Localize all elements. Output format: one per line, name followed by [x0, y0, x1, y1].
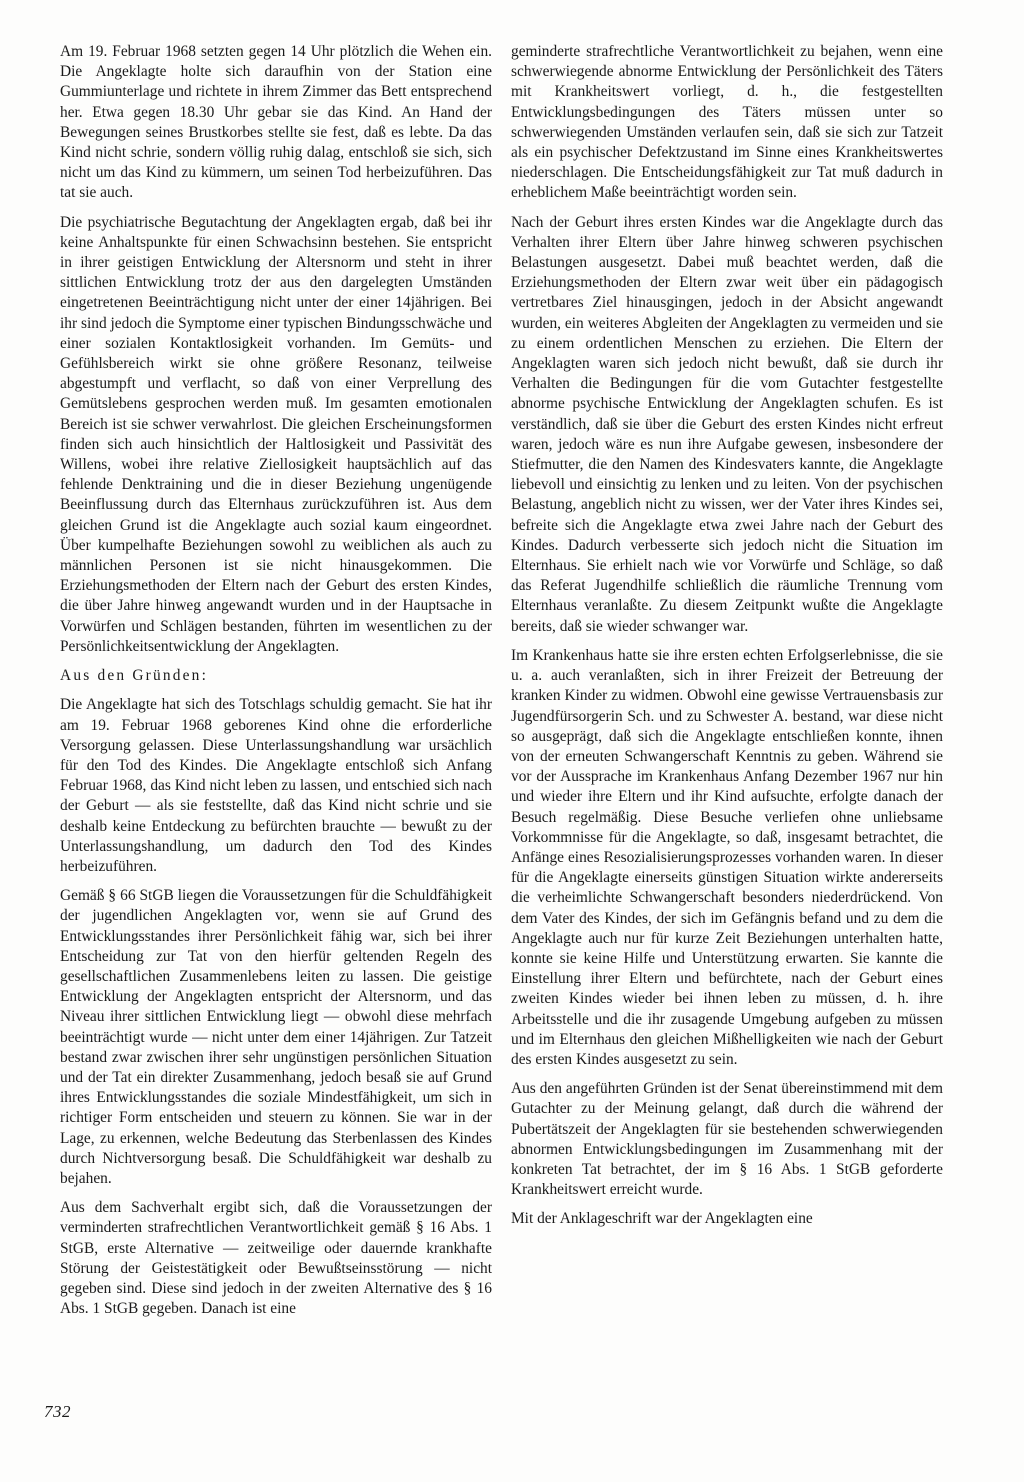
paragraph-reduced-liability: geminderte strafrechtliche Verantwortlichkeit zu bejahen, wenn eine schwerwiegende abnorme Entwicklung der Persönlichkeit des Täters mit Krankheitswert vorliegt, d. h., die festgestellten Entwicklungsbedingungen des Täters müssen unter so schwerwiegenden Umständen verlaufen sein, daß sie sich zur Tatzeit als ein psychischer Defektzustand im Sinne eines Krankheitswertes niederschlagen. Die Entscheidungsfähigkeit zur Tat muß dadurch in erheblichem Maße beeinträchtigt worden sein. — [511, 43, 943, 202]
paragraph-psychiatric-assessment: Die psychiatrische Begutachtung der Angeklagten ergab, daß bei ihr keine Anhaltspunkte für einen Schwachsinn bestehen. Sie entspricht in ihrer geistigen Entwicklung der Altersnorm und steht in ihrer sittlichen Entwicklung trotz der aus den dargelegten Umständen eingetretenen Beeinträchtigung nicht unter der einer 14jährigen. Bei ihr sind jedoch die Symptome einer typischen Bindungsschwäche und einer sozialen Kontaktlosigkeit vorhanden. Im Gemüts- und Gefühlsbereich wirkt sie ohne größere Resonanz, teilweise abgestumpft und verflacht, so daß von einer Verprellung des Gemütslebens gesprochen werden muß. Im gesamten emotionalen Bereich ist sie schwer verwahrlost. Die gleichen Erscheinungsformen finden sich auch hinsichtlich der Haltlosigkeit und Passivität des Willens, wobei ihre relative Ziellosigkeit hauptsächlich auf das fehlende Denktraining und die in dieser Beziehung ungenügende Beeinflussung durch das Elternhaus zurückzuführen ist. Aus dem gleichen Grund ist die Angeklagte auch sozial kaum eingeordnet. Über kumpelhafte Beziehungen sowohl zu weiblichen als auch zu männlichen Personen ist sie nicht hinausgekommen. Die Erziehungsmethoden der Eltern nach der Geburt des ersten Kindes, die über Jahre hinweg angewandt wurden und in der Hauptsache in Vorwürfen und Schlägen bestanden, führten im wesentlichen zu der Persönlichkeitsentwicklung der Angeklagten. — [60, 213, 492, 655]
paragraph-parental-pressure: Nach der Geburt ihres ersten Kindes war die Angeklagte durch das Verhalten ihrer Eltern über Jahre hinweg schweren psychischen Belastungen ausgesetzt. Dabei muß beachtet werden, daß die Erziehungsmethoden der Eltern zwar weit über ein pädagogisch vertretbares Ziel hinausgingen, jedoch in der Absicht angewandt wurden, ein weiteres Abgleiten der Angeklagten zu vermeiden und sie zu einem ordentlichen Menschen zu erziehen. Die Eltern der Angeklagten waren sich jedoch nicht bewußt, daß sie durch ihr Verhalten die Bedingungen für die vom Gutachter festgestellte abnorme psychische Entwicklung der Angeklagten schufen. Es ist verständlich, daß sie über die Geburt des ersten Kindes nicht erfreut waren, jedoch wäre es nun ihre Aufgabe gewesen, insbesondere der Stiefmutter, die den Namen des Kindesvaters kannte, die Angeklagte liebevoll und einsichtig zu lenken und zu leiten. Von der psychischen Belastung, angeblich nicht zu wissen, wer der Vater ihres Kindes sei, befreite sich die Angeklagte etwa zwei Jahre nach der Geburt des Kindes. Dadurch verbesserte sich jedoch nicht die Situation im Elternhaus. Sie erhielt nach wie vor Vorwürfe und Schläge, so daß das Referat Jugendhilfe schließlich die räumliche Trennung vom Elternhaus veranlaßte. Zu diesem Zeitpunkt wußte die Angeklagte bereits, daß sie wieder schwanger war. — [511, 213, 943, 635]
paragraph-culpability: Gemäß § 66 StGB liegen die Voraussetzungen für die Schuldfähigkeit der jugendlichen Angeklagten vor, wenn sie auf Grund des Entwicklungsstandes ihrer Persönlichkeit fähig war, sich bei ihrer Entscheidung zur Tat von den hierfür geltenden Regeln des gesellschaftlichen Zusammenlebens leiten zu lassen. Die geistige Entwicklung der Angeklagten entspricht der Altersnorm, und das Niveau ihrer sittlichen Entwicklung liegt — obwohl diese mehrfach beeinträchtigt wurde — nicht unter dem einer 14jährigen. Zur Tatzeit bestand zwar zwischen ihrer sehr ungünstigen persönlichen Situation und der Tat ein direkter Zusammenhang, jedoch besaß sie auf Grund ihres Entwicklungsstandes die soziale Mindestfähigkeit, um sich in richtiger Form entscheiden und steuern zu können. Sie war in der Lage, zu erkennen, welche Bedeutung das Sterbenlassen des Kindes durch Nichtversorgung besaß. Die Schuldfähigkeit war deshalb zu bejahen. — [60, 887, 492, 1187]
paragraph-indictment: Mit der Anklageschrift war der Angeklagten eine — [511, 1210, 813, 1228]
section-heading-reasons: Aus den Gründen: — [60, 667, 209, 685]
right-column — [511, 42, 943, 1239]
page-number: 732 — [44, 1402, 71, 1421]
paragraph-hospital: Im Krankenhaus hatte sie ihre ersten echten Erfolgserlebnisse, die sie u. a. auch veranlaßten, sich in ihrer Freizeit der Betreuung der kranken Kinder zu widmen. Obwohl eine gewisse Vertrauensbasis zur Jugendfürsorgerin Sch. und zu Schwester A. bestand, war diese nicht so ausgeprägt, daß sich die Angeklagte entschließen konnte, ihnen von der erneuten Schwangerschaft Kenntnis zu geben. Während sie vor der Aussprache im Krankenhaus Anfang Dezember 1967 nur hin und wieder ihre Eltern und ihr Kind aufsuchte, erfolgte danach der Besuch regelmäßig. Diese Besuche verliefen ohne unliebsame Vorkommnisse für die Angeklagte, so daß, insgesamt betrachtet, die Anfänge eines Resozialisierungsprozesses vorhanden waren. In dieser für die Angeklagte einerseits günstigen Situation wirkte andererseits die verheimlichte Schwangerschaft besonders niederdrückend. Von dem Vater des Kindes, der sich im Gefängnis befand und zu dem die Angeklagte auch nur für kurze Zeit Beziehungen unterhalten hatte, konnte sie keine Hilfe und Unterstützung erwarten. Sie kannte die Einstellung ihrer Eltern und befürchtete, nach der Geburt eines zweiten Kindes wieder bei ihnen leben zu müssen, d. h. ihre Arbeitsstelle und die ihr zusagende Umgebung aufgeben zu müssen und im Elternhaus den gleichen Mißhelligkeiten wie nach der Geburt des ersten Kindes ausgesetzt zu sein. — [511, 646, 943, 1068]
paragraph-manslaughter: Die Angeklagte hat sich des Totschlags schuldig gemacht. Sie hat ihr am 19. Februar 1968 geborenes Kind ohne die erforderliche Versorgung gelassen. Diese Unterlassungshandlung war ursächlich für den Tod des Kindes. Die Angeklagte entschloß sich Anfang Februar 1968, das Kind nicht leben zu lassen, und entschied sich nach der Geburt — als sie feststellte, daß das Kind nicht schrie und sie deshalb keine Entdeckung zu befürchten brauchte — bewußt zu der Unterlassungshandlung, um dadurch den Tod des Kindes herbeizuführen. — [60, 696, 492, 875]
left-column — [60, 42, 492, 1328]
paragraph-birth: Am 19. Februar 1968 setzten gegen 14 Uhr plötzlich die Wehen ein. Die Angeklagte holte sich daraufhin von der Station eine Gummiunterlage und richtete in ihrem Zimmer das Bett entsprechend her. Etwa gegen 18.30 Uhr gebar sie das Kind. An Hand der Bewegungen seines Brustkorbes stellte sie fest, daß es lebte. Da das Kind nicht schrie, sondern völlig ruhig dalag, entschloß sie sich, sich nicht um das Kind zu kümmern, um seinen Tod herbeizuführen. Das tat sie auch. — [60, 43, 492, 202]
paragraph-senate-conclusion: Aus den angeführten Gründen ist der Senat übereinstimmend mit dem Gutachter zu der Meinung gelangt, daß durch die während der Pubertätszeit der Angeklagten für sie bestehenden schwerwiegenden abnormen Entwicklungsbedingungen im Zusammenhang mit der konkreten Tat betrachtet, der im § 16 Abs. 1 StGB geforderte Krankheitswert erreicht wurde. — [511, 1080, 943, 1199]
paragraph-diminished-responsibility: Aus dem Sachverhalt ergibt sich, daß die Voraussetzungen der verminderten strafrechtlichen Verantwortlichkeit gemäß § 16 Abs. 1 StGB, erste Alternative — zeitweilige oder dauernde krankhafte Störung der Geistestätigkeit oder Bewußtseinsstörung — nicht gegeben sind. Diese sind jedoch in der zweiten Alternative des § 16 Abs. 1 StGB gegeben. Danach ist eine — [60, 1199, 492, 1318]
